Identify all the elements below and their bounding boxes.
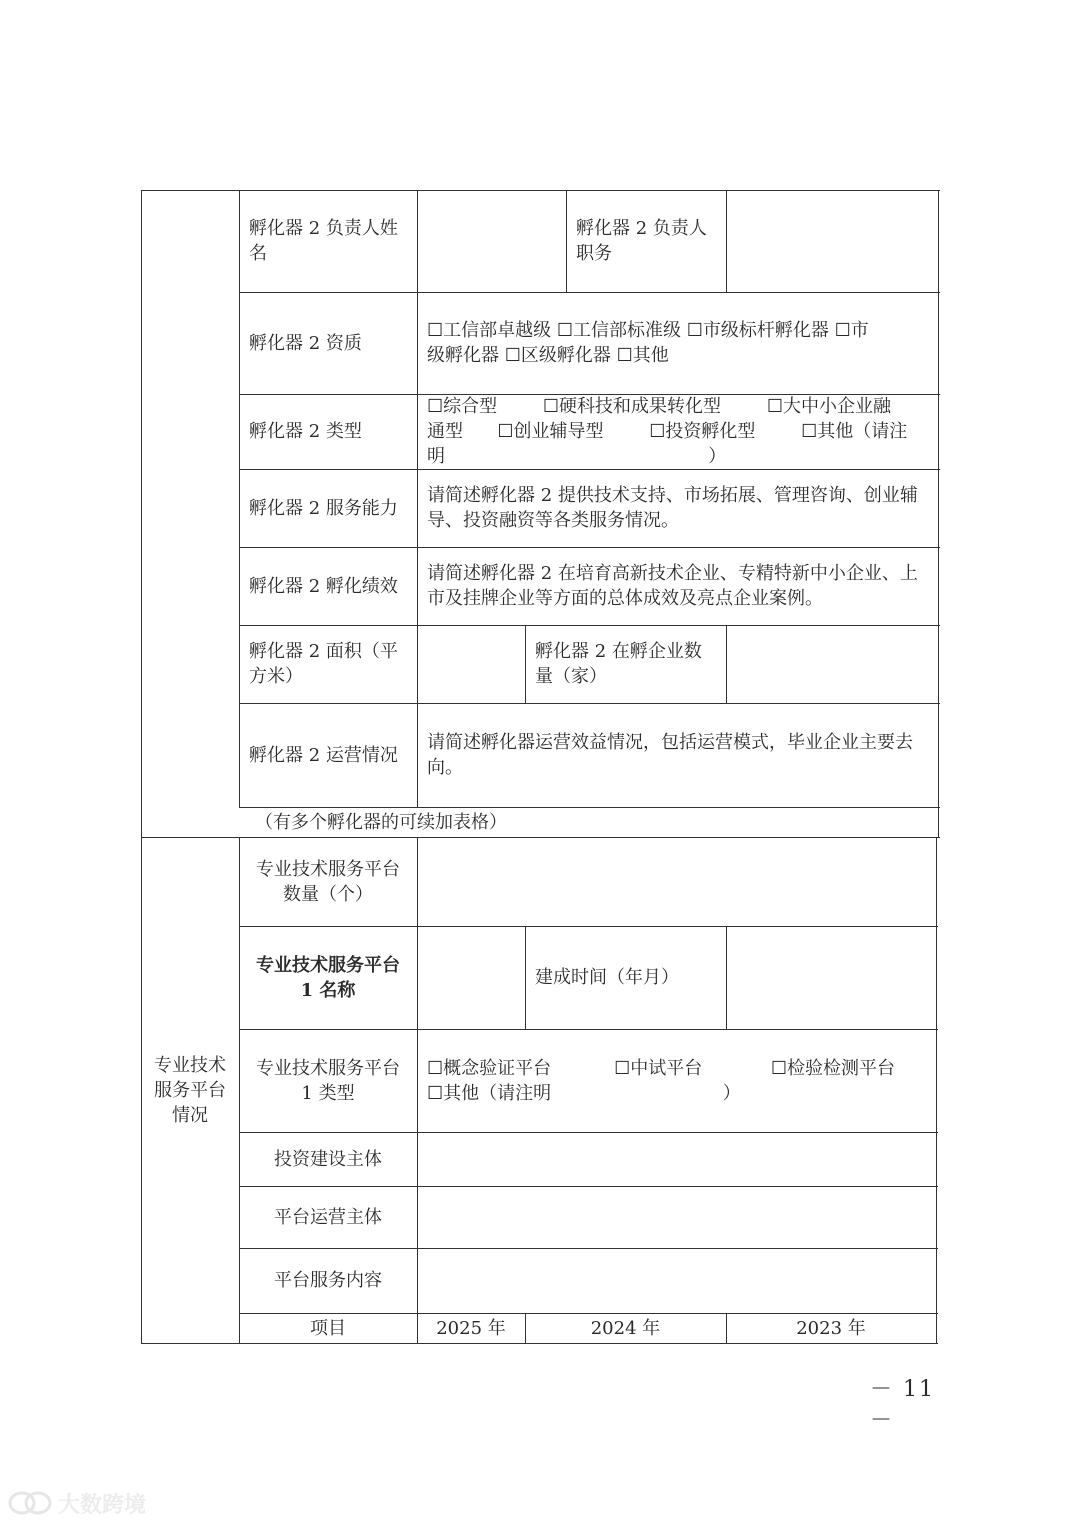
year-header-2025: 2025 年 (436, 1317, 506, 1339)
incubator-note: （有多个孵化器的可续加表格） (255, 811, 507, 833)
incubator-qualification-label: 孵化器 2 资质 (249, 332, 362, 354)
platform-investor-field[interactable] (417, 1132, 936, 1186)
platform-type-line-2: ☐其他（请注明 ） (427, 1083, 741, 1104)
type-options-line-3: 明 ） (427, 446, 727, 467)
type-options-line-1: ☐综合型 ☐硬科技和成果转化型 ☐大中小企业融 (427, 396, 891, 417)
incubator-performance-field[interactable] (417, 547, 938, 625)
incubator-count-field[interactable] (726, 625, 938, 703)
incubator-type-options[interactable] (417, 394, 938, 469)
platform-operator-label: 平台运营主体 (274, 1206, 382, 1228)
watermark (8, 1488, 146, 1518)
page-number: － 11 － (870, 1377, 935, 1433)
platform-operator-field[interactable] (417, 1186, 936, 1248)
incubator-count-label: 孵化器 2 在孵企业数量（家） (535, 641, 702, 687)
platform-service-label: 平台服务内容 (274, 1270, 382, 1291)
incubator-operation-field[interactable] (417, 703, 938, 807)
incubator-performance-hint: 请简述孵化器 2 在培育高新技术企业、专精特新中小企业、上市及挂牌企业等方面的总体成效及亮点企业案例。 (427, 563, 918, 609)
incubator-performance-label: 孵化器 2 孵化绩效 (249, 575, 398, 597)
incubator-service-label: 孵化器 2 服务能力 (249, 497, 398, 519)
type-options-line-2: 通型 ☐创业辅导型 ☐投资孵化型 ☐其他（请注 (427, 421, 908, 442)
platform-type-label: 专业技术服务平台 1 类型 (256, 1057, 400, 1104)
qualification-options-line-2: 级孵化器 ☐区级孵化器 ☐其他 (427, 345, 669, 366)
chat-bubble-logo-icon (8, 1489, 52, 1517)
platform-type-options[interactable] (417, 1029, 936, 1132)
incubator-type-label: 孵化器 2 类型 (249, 421, 362, 442)
incubator-head-title-label: 孵化器 2 负责人职务 (576, 218, 707, 264)
watermark-text: 大数跨境 (58, 1492, 147, 1518)
platform-service-field[interactable] (417, 1248, 936, 1313)
qualification-options-line-1: ☐工信部卓越级 ☐工信部标准级 ☐市级标杆孵化器 ☐市 (427, 320, 869, 341)
platform-name-field[interactable] (417, 926, 525, 1029)
incubator-area-field[interactable] (417, 625, 525, 703)
incubator-area-label: 孵化器 2 面积（平方米） (249, 641, 398, 687)
incubator-head-name-label: 孵化器 2 负责人姓名 (249, 218, 398, 264)
platform-build-time-label: 建成时间（年月） (535, 967, 679, 988)
incubator-operation-hint: 请简述孵化器运营效益情况，包括运营模式，毕业企业主要去向。 (427, 732, 913, 778)
platform-investor-label: 投资建设主体 (274, 1148, 382, 1170)
incubator-head-title-field[interactable] (726, 190, 938, 292)
incubator-operation-label: 孵化器 2 运营情况 (249, 744, 398, 766)
platform-count-field[interactable] (417, 837, 936, 926)
platform-count-label: 专业技术服务平台数量（个） (256, 858, 400, 905)
incubator-qualification-options[interactable] (417, 292, 938, 394)
platform-type-line-1: ☐概念验证平台 ☐中试平台 ☐检验检测平台 (427, 1058, 896, 1079)
year-header-2024: 2024 年 (590, 1317, 661, 1339)
incubator-head-name-field[interactable] (417, 190, 566, 292)
platform-section-label: 专业技术服务平台情况 (154, 1054, 226, 1126)
year-header-item: 项目 (310, 1317, 346, 1339)
incubator-service-hint: 请简述孵化器 2 提供技术支持、市场拓展、管理咨询、创业辅导、投资融资等各类服务情况。 (427, 485, 918, 531)
platform-name-label: 专业技术服务平台 1 名称 (256, 954, 400, 1001)
incubator-service-field[interactable] (417, 469, 938, 547)
platform-build-time-field[interactable] (726, 926, 936, 1029)
year-header-2023: 2023 年 (796, 1317, 866, 1339)
